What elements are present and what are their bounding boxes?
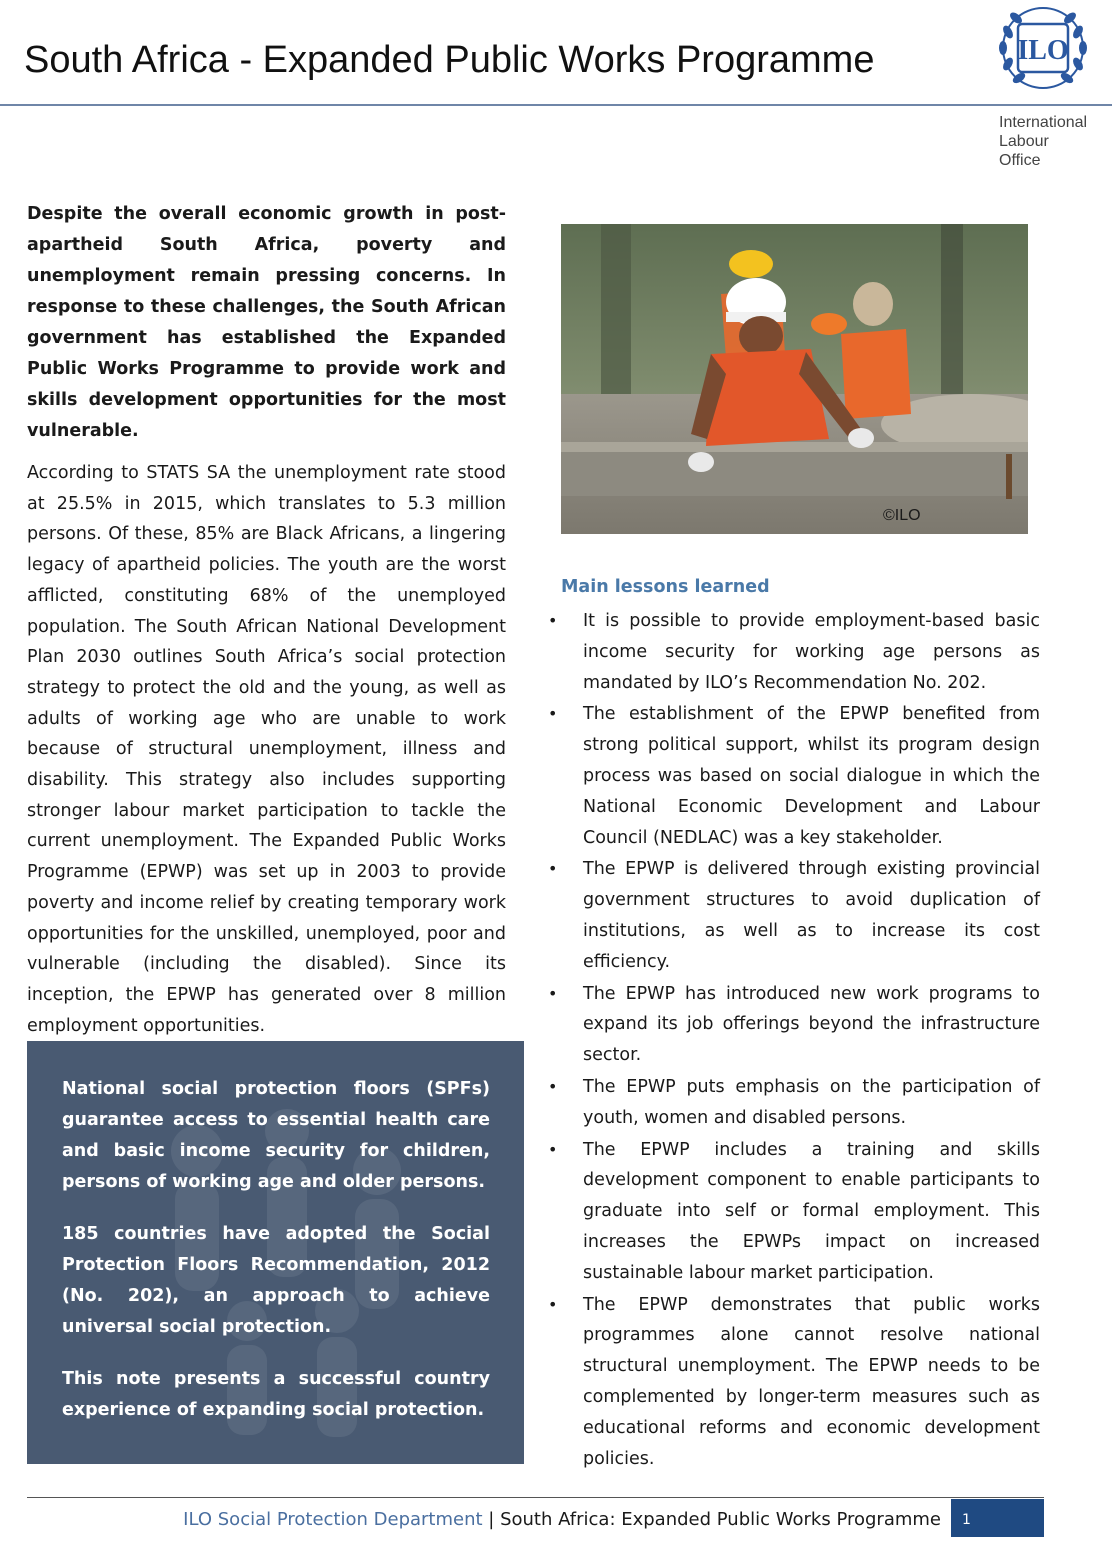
spf-info-box	[27, 1041, 524, 1464]
bullet-icon: •	[548, 859, 558, 879]
body-paragraph: According to STATS SA the unemployment rate stood at 25.5% in 2015, which translates to 5.3 million persons. Of these, 85% are Black Africans, a lingering legacy of apartheid policies. The youth are the worst afflicted, constituting 68% of the unemployed population. The South African National Development Plan 2030 outlines South Africa’s social protection strategy to protect the old and the young, as well as adults of working age who are unable to work because of structural unemployment, illness and disability. This strategy also includes supporting stronger labour market participation to tackle the current unemployment. The Expanded Public Works Programme (EPWP) was set up in 2003 to provide poverty and income relief by creating temporary work opportunities for the unskilled, unemployed, poor and vulnerable (including the disabled). Since its inception, the EPWP has generated over 8 million employment opportunities.	[27, 463, 506, 1036]
list-item	[540, 1072, 1040, 1134]
page-number: 1	[962, 1512, 971, 1528]
spf-info-text	[62, 1074, 490, 1447]
footer-document-title: South Africa: Expanded Public Works Programme	[500, 1509, 941, 1530]
left-column	[27, 199, 506, 1041]
page-title: South Africa - Expanded Public Works Programme	[24, 39, 875, 81]
org-name	[999, 113, 1087, 170]
page-number-badge	[951, 1499, 1044, 1537]
list-item	[540, 1135, 1040, 1289]
list-item	[540, 1290, 1040, 1475]
bullet-icon: •	[548, 1076, 558, 1096]
bullet-icon: •	[548, 704, 558, 724]
page-footer	[0, 1506, 941, 1534]
lesson-text: The EPWP puts emphasis on the participation of youth, women and disabled persons.	[583, 1076, 1040, 1128]
ilo-logo-icon	[994, 2, 1092, 94]
workers-photo-image	[561, 224, 1028, 534]
lesson-text: The EPWP includes a training and skills development component to enable participants to graduate into self or formal employment. This increases the EPWPs impact on increased sustainable labour market participation.	[583, 1139, 1040, 1283]
org-name-line: Labour	[999, 133, 1049, 150]
list-item	[540, 606, 1040, 698]
footer-department: ILO Social Protection Department	[183, 1509, 483, 1530]
bullet-icon: •	[548, 611, 558, 630]
lessons-list	[540, 606, 1040, 1475]
org-name-line: Office	[999, 152, 1041, 169]
lesson-text: The EPWP is delivered through existing provincial government structures to avoid duplication of institutions, as well as to increase its cost efficiency.	[583, 859, 1040, 972]
lesson-text: The establishment of the EPWP benefited from strong political support, whilst its program design process was based on social dialogue in which the National Economic Development and Labour Council (NEDLAC) was a key stakeholder.	[583, 704, 1040, 848]
list-item	[540, 979, 1040, 1071]
spf-info-paragraph: National social protection floors (SPFs) guarantee access to essential health care and basic income security for children, persons of working age and older persons.	[62, 1079, 490, 1192]
spf-info-paragraph: 185 countries have adopted the Social Protection Floors Recommendation, 2012 (No. 202), an approach to achieve universal social protection.	[62, 1224, 490, 1337]
lesson-text: The EPWP demonstrates that public works programmes alone cannot resolve national structural unemployment. The EPWP needs to be complemented by longer-term measures such as educational reforms and economic development policies.	[583, 1294, 1040, 1469]
photo-credit: ©ILO	[883, 507, 921, 524]
lesson-text: It is possible to provide employment-based basic income security for working age persons as mandated by ILO’s Recommendation No. 202.	[583, 611, 1040, 693]
footer-divider	[27, 1497, 1044, 1498]
workers-photo	[561, 224, 1028, 534]
spf-info-paragraph: This note presents a successful country experience of expanding social protection.	[62, 1369, 490, 1420]
header-divider	[0, 104, 1112, 106]
lesson-text: The EPWP has introduced new work programs to expand its job offerings beyond the infrastructure sector.	[583, 983, 1040, 1066]
footer-separator: |	[482, 1509, 501, 1530]
bullet-icon: •	[548, 983, 558, 1003]
lessons-heading: Main lessons learned	[561, 577, 770, 597]
logo-text: ILO	[1017, 35, 1069, 66]
intro-paragraph: Despite the overall economic growth in post-apartheid South Africa, poverty and unemployment remain pressing concerns. In response to these challenges, the South African government has established the Expanded Public Works Programme to provide work and skills development opportunities for the most vulnerable.	[27, 204, 506, 441]
list-item	[540, 854, 1040, 977]
list-item	[540, 699, 1040, 853]
bullet-icon: •	[548, 1294, 558, 1314]
bullet-icon: •	[548, 1139, 558, 1159]
org-name-line: International	[999, 114, 1088, 131]
